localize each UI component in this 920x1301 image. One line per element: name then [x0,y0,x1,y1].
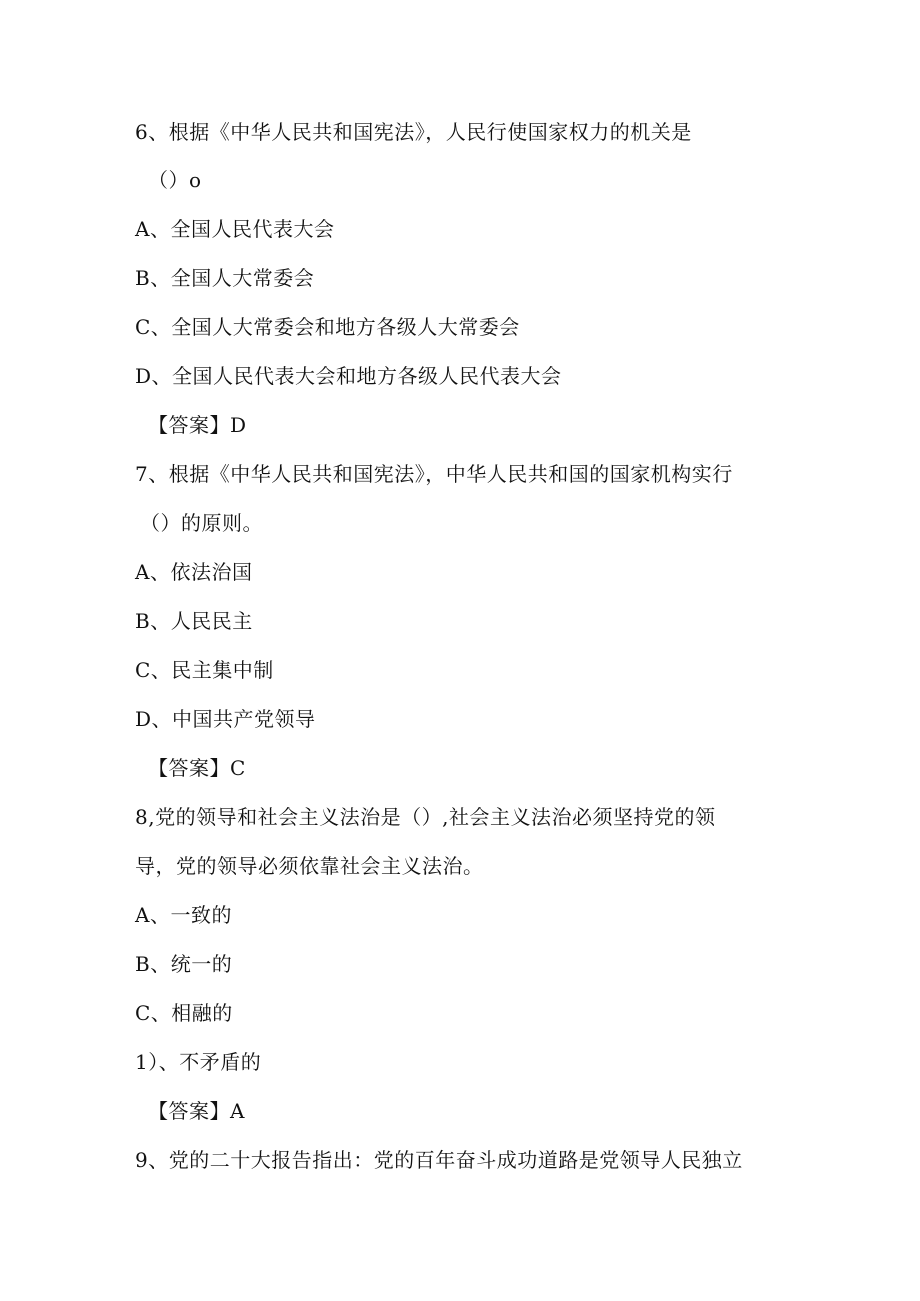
question-6-option-b: B、全国人大常委会 [135,266,315,290]
question-6-answer: 【答案】D [148,413,247,437]
question-6-option-d: D、全国人民代表大会和地方各级人民代表大会 [135,364,562,388]
question-7-option-c: C、民主集中制 [135,658,274,682]
question-8-stem: 8,党的领导和社会主义法治是（）,社会主义法治必须坚持党的领 [135,805,716,829]
question-6-stem-continued: （）o [148,168,202,192]
question-7-option-d: D、中国共产党领导 [135,707,316,731]
question-7-stem-continued: （）的原则。 [140,511,263,535]
question-8-option-b: B、统一的 [135,952,233,976]
question-7-option-a: A、依法治国 [135,560,253,584]
question-9-stem: 9、党的二十大报告指出：党的百年奋斗成功道路是党领导人民独立 [135,1148,743,1172]
question-8-option-d: 1）、不矛盾的 [135,1050,262,1074]
question-8-answer: 【答案】A [148,1099,245,1123]
question-8-option-c: C、相融的 [135,1001,233,1025]
question-6-option-a: A、全国人民代表大会 [135,217,335,241]
question-7-stem: 7、根据《中华人民共和国宪法》，中华人民共和国的国家机构实行 [135,462,733,486]
question-8-stem-continued: 导，党的领导必须依靠社会主义法治。 [135,854,484,878]
question-6-stem: 6、根据《中华人民共和国宪法》，人民行使国家权力的机关是 [135,120,692,144]
question-7-answer: 【答案】C [148,756,246,780]
question-6-option-c: C、全国人大常委会和地方各级人大常委会 [135,315,520,339]
question-8-option-a: A、一致的 [135,903,232,927]
question-7-option-b: B、人民民主 [135,609,253,633]
